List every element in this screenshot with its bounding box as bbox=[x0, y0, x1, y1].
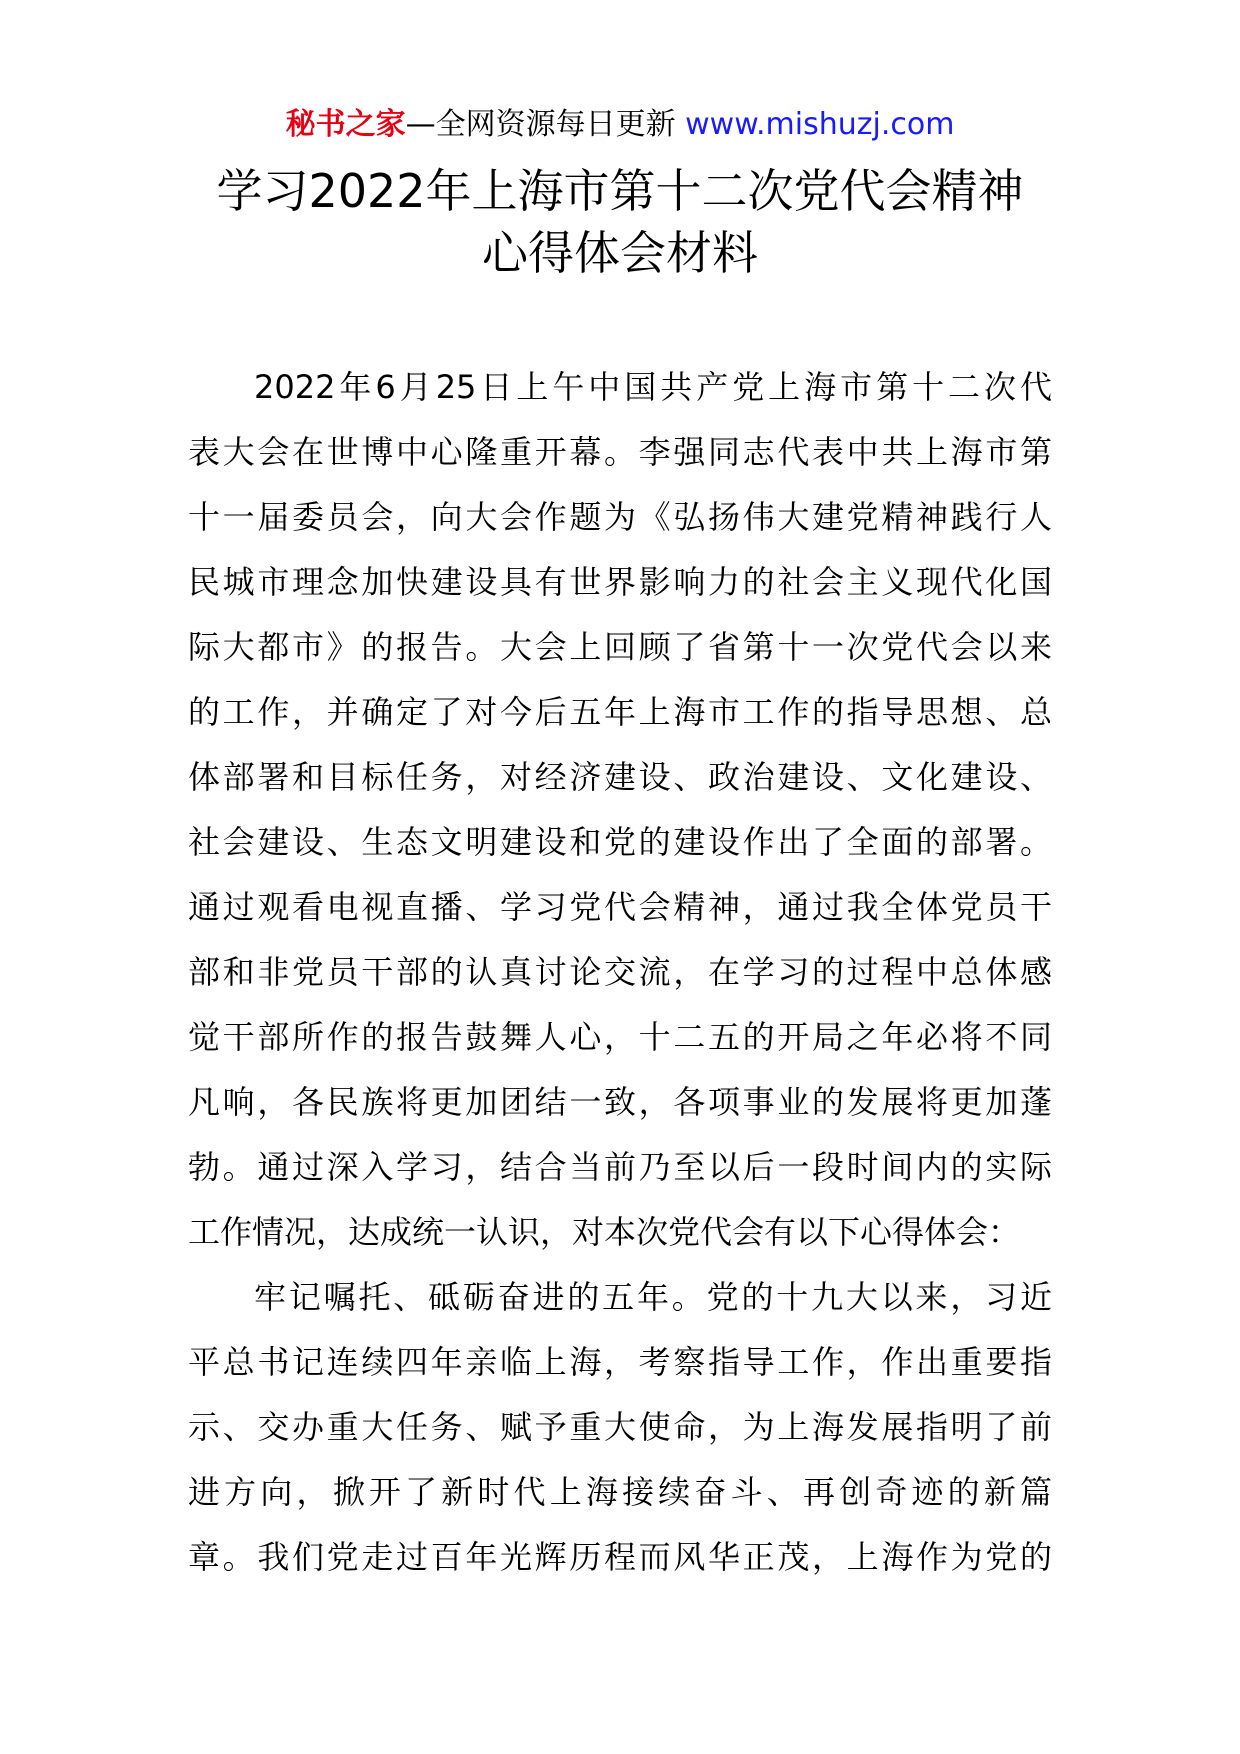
body-line: 凡响，各民族将更加团结一致，各项事业的发展将更加蓬 bbox=[188, 1083, 1052, 1121]
title-line-1: 学习2022年上海市第十二次党代会精神 bbox=[216, 164, 1024, 218]
body-line: 觉干部所作的报告鼓舞人心，十二五的开局之年必将不同 bbox=[188, 1018, 1052, 1056]
site-name: 秘书之家 bbox=[285, 107, 406, 142]
body-line: 的工作，并确定了对今后五年上海市工作的指导思想、总 bbox=[188, 693, 1052, 731]
body-line: 十一届委员会，向大会作题为《弘扬伟大建党精神践行人 bbox=[188, 498, 1052, 536]
body-line: 部和非党员干部的认真讨论交流，在学习的过程中总体感 bbox=[188, 953, 1052, 991]
site-tagline: —全网资源每日更新 bbox=[405, 107, 676, 142]
title-line-2: 心得体会材料 bbox=[482, 226, 758, 280]
body-line: 社会建设、生态文明建设和党的建设作出了全面的部署。 bbox=[188, 823, 1052, 861]
document-body bbox=[188, 355, 1052, 1590]
site-url-link[interactable]: www.mishuzj.com bbox=[685, 107, 955, 142]
body-line: 平总书记连续四年亲临上海，考察指导工作，作出重要指 bbox=[188, 1343, 1052, 1381]
body-line: 牢记嘱托、砥砺奋进的五年。党的十九大以来，习近 bbox=[254, 1278, 1052, 1316]
body-line: 通过观看电视直播、学习党代会精神，通过我全体党员干 bbox=[188, 888, 1052, 926]
body-line: 表大会在世博中心隆重开幕。李强同志代表中共上海市第 bbox=[188, 433, 1052, 471]
body-line: 章。我们党走过百年光辉历程而风华正茂，上海作为党的 bbox=[188, 1538, 1052, 1576]
body-line: 体部署和目标任务，对经济建设、政治建设、文化建设、 bbox=[188, 758, 1052, 796]
body-line: 2022年6月25日上午中国共产党上海市第十二次代 bbox=[254, 368, 1052, 406]
site-header bbox=[0, 103, 1240, 147]
body-line: 工作情况，达成统一认识，对本次党代会有以下心得体会： bbox=[188, 1213, 1021, 1251]
document-title bbox=[0, 160, 1240, 284]
body-line: 示、交办重大任务、赋予重大使命，为上海发展指明了前 bbox=[188, 1408, 1052, 1446]
body-line: 勃。通过深入学习，结合当前乃至以后一段时间内的实际 bbox=[188, 1148, 1052, 1186]
body-line: 际大都市》的报告。大会上回顾了省第十一次党代会以来 bbox=[188, 628, 1052, 666]
body-line: 民城市理念加快建设具有世界影响力的社会主义现代化国 bbox=[188, 563, 1052, 601]
body-line: 进方向，掀开了新时代上海接续奋斗、再创奇迹的新篇 bbox=[188, 1473, 1052, 1511]
